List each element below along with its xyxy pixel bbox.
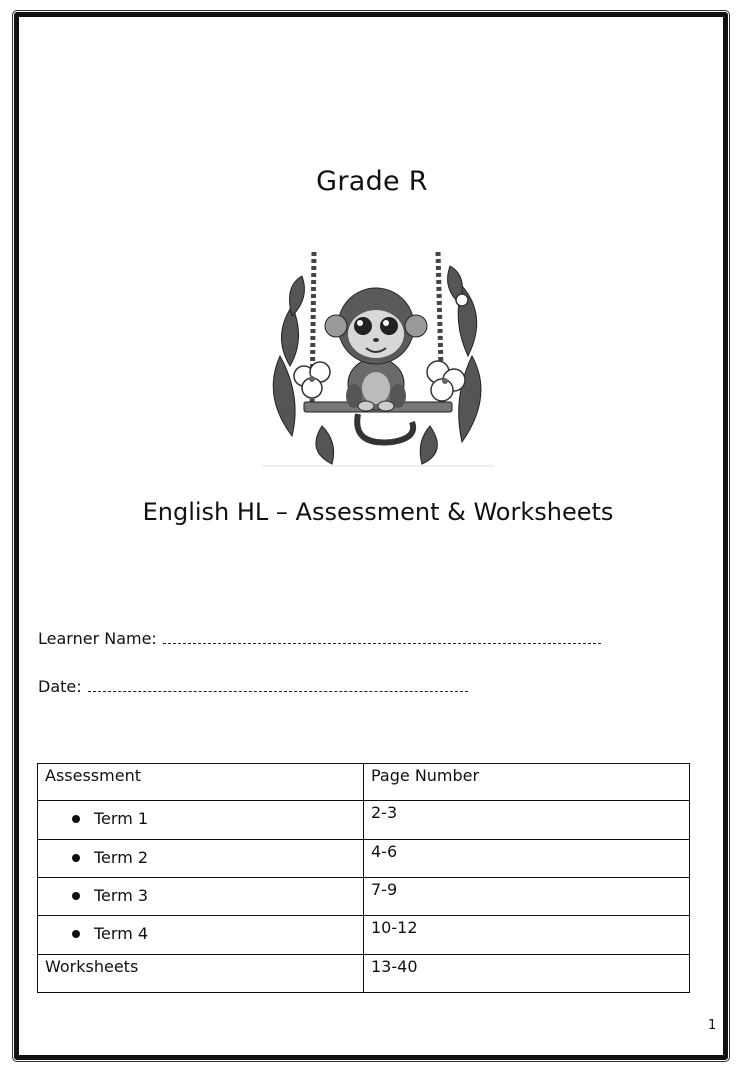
row-label-text: Term 2 [94,848,149,867]
row-pages: 13-40 [364,955,690,993]
row-label [38,840,364,878]
document-subtitle: English HL – Assessment & Worksheets [142,498,614,526]
table-row [38,878,690,916]
date-label: Date: [38,677,82,696]
row-pages: 7-9 [364,878,690,916]
bullet-icon [72,930,80,938]
page-title: Grade R [316,166,428,197]
row-label [38,916,364,955]
row-label: Worksheets [38,955,364,993]
date-blank[interactable] [88,679,468,692]
learner-name-blank[interactable] [163,631,601,644]
row-label [38,878,364,916]
date-field [38,677,468,696]
row-label-text: Term 1 [94,809,149,828]
table-row [38,801,690,840]
row-pages: 4-6 [364,840,690,878]
table-row [38,840,690,878]
table-row [38,955,690,993]
bullet-icon [72,815,80,823]
row-pages: 10-12 [364,916,690,955]
row-label [38,801,364,840]
learner-name-label: Learner Name: [38,629,157,648]
table-header-row [38,764,690,801]
row-label-text: Term 4 [94,924,149,943]
bullet-icon [72,892,80,900]
bullet-icon [72,854,80,862]
table-row [38,916,690,955]
page-number: 1 [708,1018,717,1033]
monkey-on-swing-illustration [262,246,494,468]
contents-table [37,763,690,993]
learner-name-field [38,629,601,648]
header-assessment: Assessment [38,764,364,801]
row-label-text: Term 3 [94,886,149,905]
row-pages: 2-3 [364,801,690,840]
header-page-number: Page Number [364,764,690,801]
